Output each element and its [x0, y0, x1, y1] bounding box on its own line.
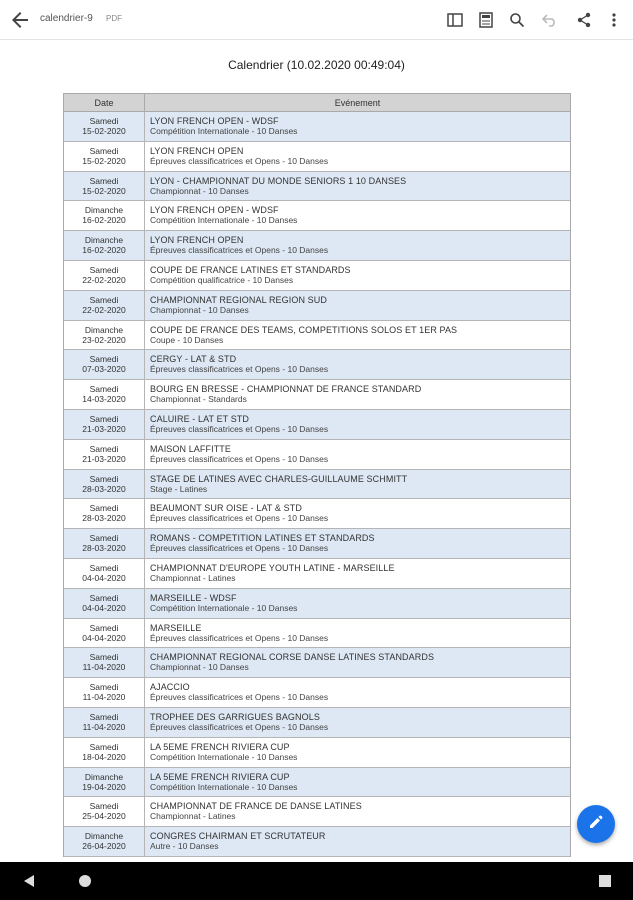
- day-name: Samedi: [89, 592, 119, 603]
- table-header: [63, 93, 571, 112]
- event-cell: [145, 499, 570, 528]
- table-row: [64, 440, 570, 470]
- event-name: CONGRES CHAIRMAN ET SCRUTATEUR: [150, 831, 326, 842]
- event-date: 15-02-2020: [82, 126, 126, 136]
- day-name: Samedi: [89, 562, 119, 573]
- event-name: CHAMPIONNAT REGIONAL CORSE DANSE LATINES STANDARDS: [150, 652, 435, 663]
- table-row: [64, 321, 570, 351]
- table-row: [64, 738, 570, 768]
- date-cell: [64, 768, 145, 797]
- table-row: [64, 350, 570, 380]
- event-name: LA 5EME FRENCH RIVIERA CUP: [150, 771, 290, 782]
- event-name: CHAMPIONNAT REGIONAL REGION SUD: [150, 294, 327, 305]
- table-row: [64, 678, 570, 708]
- day-name: Samedi: [89, 473, 119, 484]
- event-category: Championnat - Latines: [150, 572, 236, 583]
- day-name: Samedi: [89, 503, 119, 514]
- day-name: Samedi: [89, 145, 119, 156]
- back-arrow-icon[interactable]: [8, 8, 32, 32]
- date-cell: [64, 559, 145, 588]
- event-cell: [145, 619, 570, 648]
- event-date: 23-02-2020: [82, 334, 126, 345]
- table-row: [64, 768, 570, 798]
- event-cell: [145, 648, 570, 677]
- date-cell: [64, 410, 145, 439]
- table-row: [64, 529, 570, 559]
- table-row: [64, 410, 570, 440]
- event-cell: [145, 321, 570, 350]
- event-category: Épreuves classificatrices et Opens - 10 Danses: [150, 364, 329, 375]
- event-name: COUPE DE FRANCE LATINES ET STANDARDS: [150, 264, 351, 275]
- event-cell: [145, 410, 570, 439]
- day-name: Samedi: [89, 622, 119, 633]
- event-category: Épreuves classificatrices et Opens - 10 Danses: [150, 513, 329, 524]
- event-name: MAISON LAFFITTE: [150, 443, 232, 454]
- date-cell: [64, 350, 145, 379]
- date-cell: [64, 529, 145, 558]
- table-row: [64, 827, 570, 857]
- event-cell: [145, 708, 570, 737]
- table-row: [64, 648, 570, 678]
- event-date: 19-04-2020: [82, 781, 126, 792]
- event-category: Stage - Latines: [150, 483, 208, 494]
- date-cell: [64, 142, 145, 171]
- nav-recents-icon[interactable]: [597, 873, 613, 889]
- nav-back-icon[interactable]: [21, 873, 37, 889]
- event-cell: [145, 678, 570, 707]
- day-name: Samedi: [89, 175, 119, 186]
- date-cell: [64, 261, 145, 290]
- date-cell: [64, 499, 145, 528]
- event-cell: [145, 291, 570, 320]
- event-cell: [145, 350, 570, 379]
- event-date: 11-04-2020: [82, 692, 126, 703]
- panel-icon[interactable]: [445, 10, 465, 30]
- day-name: Samedi: [89, 384, 119, 395]
- document-title: calendrier-9: [40, 13, 93, 24]
- date-column-header: Date: [64, 94, 145, 111]
- event-cell: [145, 738, 570, 767]
- date-cell: [64, 678, 145, 707]
- event-category: Autre - 10 Danses: [150, 841, 219, 852]
- date-cell: [64, 589, 145, 618]
- pdf-page[interactable]: [0, 41, 633, 862]
- table-row: [64, 231, 570, 261]
- event-date: 22-02-2020: [82, 304, 126, 315]
- event-cell: [145, 440, 570, 469]
- event-cell: [145, 201, 570, 230]
- day-name: Samedi: [89, 443, 119, 454]
- day-name: Samedi: [89, 264, 119, 275]
- edit-fab[interactable]: [577, 805, 615, 843]
- event-category: Épreuves classificatrices et Opens - 10 Danses: [150, 632, 329, 643]
- event-cell: [145, 470, 570, 499]
- event-date: 21-03-2020: [82, 423, 126, 434]
- event-cell: [145, 827, 570, 856]
- table-row: [64, 112, 570, 142]
- day-name: Samedi: [89, 711, 119, 722]
- event-name: TROPHEE DES GARRIGUES BAGNOLS: [150, 711, 320, 722]
- event-category: Compétition Internationale - 10 Danses: [150, 126, 298, 136]
- date-cell: [64, 648, 145, 677]
- table-body: [63, 112, 571, 857]
- event-name: CALUIRE - LAT ET STD: [150, 413, 250, 424]
- event-category: Compétition Internationale - 10 Danses: [150, 751, 298, 762]
- event-name: ROMANS - COMPETITION LATINES ET STANDARDS: [150, 533, 375, 544]
- event-name: AJACCIO: [150, 682, 190, 693]
- day-name: Samedi: [89, 652, 119, 663]
- table-row: [64, 559, 570, 589]
- document-icon[interactable]: [476, 10, 496, 30]
- date-cell: [64, 797, 145, 826]
- event-cell: [145, 589, 570, 618]
- event-category: Épreuves classificatrices et Opens - 10 Danses: [150, 155, 329, 166]
- day-name: Dimanche: [84, 831, 124, 842]
- table-row: [64, 470, 570, 500]
- file-type-label: PDF: [106, 14, 122, 23]
- event-category: Épreuves classificatrices et Opens - 10 Danses: [150, 245, 329, 256]
- event-category: Épreuves classificatrices et Opens - 10 Danses: [150, 423, 329, 434]
- event-category: Compétition qualificatrice - 10 Danses: [150, 274, 294, 285]
- event-cell: [145, 112, 570, 141]
- table-row: [64, 142, 570, 172]
- day-name: Dimanche: [84, 235, 124, 246]
- search-icon[interactable]: [507, 10, 527, 30]
- event-cell: [145, 529, 570, 558]
- date-cell: [64, 827, 145, 856]
- date-cell: [64, 440, 145, 469]
- event-name: LYON - CHAMPIONNAT DU MONDE SENIORS 1 10 DANSES: [150, 175, 407, 186]
- event-name: CHAMPIONNAT D'EUROPE YOUTH LATINE - MARSEILLE: [150, 562, 395, 573]
- table-row: [64, 380, 570, 410]
- day-name: Dimanche: [84, 324, 124, 335]
- event-name: LYON FRENCH OPEN - WDSF: [150, 116, 279, 126]
- event-date: 11-04-2020: [82, 721, 126, 732]
- table-row: [64, 589, 570, 619]
- more-vert-icon[interactable]: [604, 10, 624, 30]
- app-bar: [0, 0, 633, 40]
- share-icon[interactable]: [574, 10, 594, 30]
- date-cell: [64, 470, 145, 499]
- date-cell: [64, 380, 145, 409]
- event-category: Épreuves classificatrices et Opens - 10 Danses: [150, 721, 329, 732]
- date-cell: [64, 201, 145, 230]
- event-date: 15-02-2020: [82, 155, 126, 166]
- event-date: 14-03-2020: [82, 394, 126, 405]
- table-row: [64, 291, 570, 321]
- day-name: Samedi: [89, 116, 119, 126]
- event-cell: [145, 261, 570, 290]
- table-row: [64, 797, 570, 827]
- event-date: 16-02-2020: [82, 245, 126, 256]
- event-name: LYON FRENCH OPEN: [150, 145, 244, 156]
- event-name: COUPE DE FRANCE DES TEAMS, COMPETITIONS SOLOS ET 1ER PAS: [150, 324, 458, 335]
- calendar-table: [63, 93, 571, 857]
- table-row: [64, 201, 570, 231]
- event-date: 28-03-2020: [82, 483, 126, 494]
- event-category: Championnat - 10 Danses: [150, 304, 249, 315]
- event-name: CHAMPIONNAT DE FRANCE DE DANSE LATINES: [150, 801, 362, 812]
- event-cell: [145, 231, 570, 260]
- day-name: Samedi: [89, 413, 119, 424]
- event-date: 15-02-2020: [82, 185, 126, 196]
- date-cell: [64, 738, 145, 767]
- event-name: STAGE DE LATINES AVEC CHARLES-GUILLAUME SCHMITT: [150, 473, 408, 484]
- event-name: MARSEILLE - WDSF: [150, 592, 237, 603]
- nav-home-icon[interactable]: [77, 873, 93, 889]
- day-name: Samedi: [89, 294, 119, 305]
- event-name: MARSEILLE: [150, 622, 202, 633]
- date-cell: [64, 619, 145, 648]
- event-category: Compétition Internationale - 10 Danses: [150, 602, 298, 613]
- event-cell: [145, 142, 570, 171]
- event-category: Épreuves classificatrices et Opens - 10 Danses: [150, 543, 329, 554]
- date-cell: [64, 708, 145, 737]
- event-date: 04-04-2020: [82, 602, 126, 613]
- undo-icon[interactable]: [540, 10, 560, 30]
- event-name: CERGY - LAT & STD: [150, 354, 237, 365]
- event-date: 16-02-2020: [82, 215, 126, 226]
- date-cell: [64, 112, 145, 141]
- event-column-header: Evénement: [334, 98, 381, 108]
- event-category: Compétition Internationale - 10 Danses: [150, 215, 298, 226]
- date-cell: [64, 321, 145, 350]
- event-category: Épreuves classificatrices et Opens - 10 Danses: [150, 692, 329, 703]
- date-cell: [64, 172, 145, 201]
- day-name: Samedi: [89, 354, 119, 365]
- event-name: LYON FRENCH OPEN - WDSF: [150, 205, 279, 216]
- table-row: [64, 261, 570, 291]
- system-nav-bar: [0, 862, 633, 900]
- event-date: 21-03-2020: [82, 453, 126, 464]
- event-cell: [145, 797, 570, 826]
- event-date: 28-03-2020: [82, 513, 126, 524]
- date-cell: [64, 231, 145, 260]
- day-name: Samedi: [89, 682, 119, 693]
- event-name: LA 5EME FRENCH RIVIERA CUP: [150, 741, 290, 752]
- event-date: 28-03-2020: [82, 543, 126, 554]
- day-name: Dimanche: [84, 771, 124, 782]
- event-category: Épreuves classificatrices et Opens - 10 Danses: [150, 453, 329, 464]
- event-date: 04-04-2020: [82, 632, 126, 643]
- event-date: 18-04-2020: [82, 751, 126, 762]
- event-category: Championnat - 10 Danses: [150, 185, 249, 196]
- date-cell: [64, 291, 145, 320]
- day-name: Samedi: [89, 533, 119, 544]
- event-category: Coupe - 10 Danses: [150, 334, 224, 345]
- event-date: 25-04-2020: [82, 811, 126, 822]
- table-row: [64, 708, 570, 738]
- event-name: BOURG EN BRESSE - CHAMPIONNAT DE FRANCE STANDARD: [150, 384, 422, 395]
- table-row: [64, 172, 570, 202]
- event-name: LYON FRENCH OPEN: [150, 235, 244, 246]
- event-date: 04-04-2020: [82, 572, 126, 583]
- event-cell: [145, 768, 570, 797]
- event-date: 11-04-2020: [82, 662, 126, 673]
- event-category: Compétition Internationale - 10 Danses: [150, 781, 298, 792]
- day-name: Samedi: [89, 801, 119, 812]
- event-date: 22-02-2020: [82, 274, 126, 285]
- table-row: [64, 619, 570, 649]
- page-heading: Calendrier (10.02.2020 00:49:04): [228, 58, 405, 72]
- day-name: Dimanche: [84, 205, 124, 216]
- event-name: BEAUMONT SUR OISE - LAT & STD: [150, 503, 302, 514]
- event-date: 07-03-2020: [82, 364, 126, 375]
- event-category: Championnat - Latines: [150, 811, 236, 822]
- event-cell: [145, 380, 570, 409]
- event-cell: [145, 559, 570, 588]
- edit-pencil-icon: [588, 814, 604, 835]
- day-name: Samedi: [89, 741, 119, 752]
- event-cell: [145, 172, 570, 201]
- event-category: Championnat - 10 Danses: [150, 662, 249, 673]
- event-date: 26-04-2020: [82, 841, 126, 852]
- event-category: Championnat - Standards: [150, 394, 247, 405]
- table-row: [64, 499, 570, 529]
